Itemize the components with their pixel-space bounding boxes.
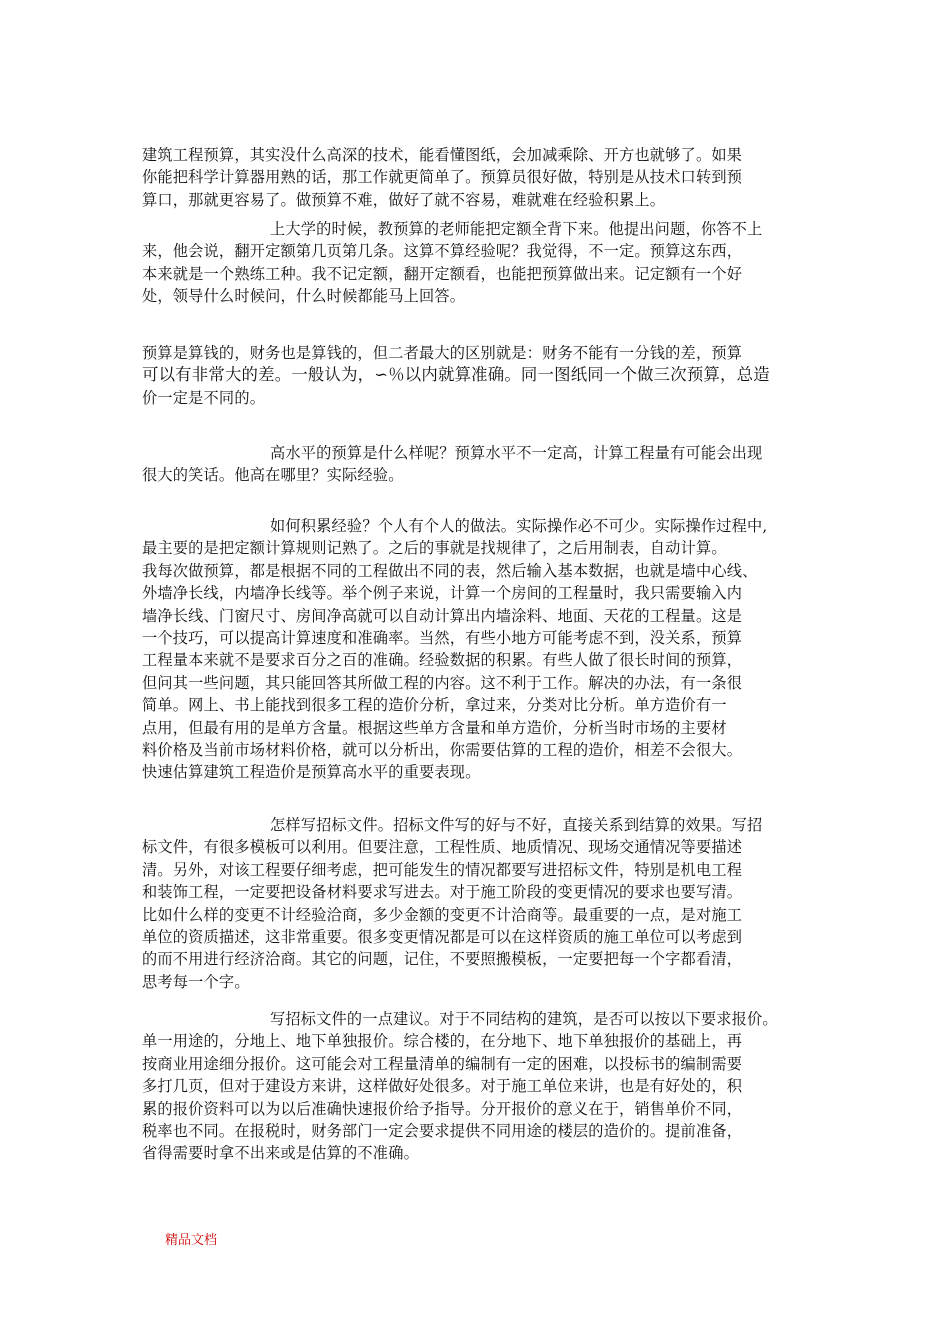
text-line: 如何积累经验？个人有个人的做法。实际操作必不可少。实际操作过程中, xyxy=(270,517,768,535)
paragraph-4 xyxy=(142,442,832,487)
text-line: 按商业用途细分报价。这可能会对工程量清单的编制有一定的困难，以投标书的编制需要 xyxy=(142,1054,743,1073)
text-line: 高水平的预算是什么样呢？预算水平不一定高，计算工程量有可能会出现 xyxy=(270,444,763,462)
text-line: 快速估算建筑工程造价是预算高水平的重要表现。 xyxy=(142,763,481,782)
paragraph-6 xyxy=(142,814,832,993)
text-line: 价一定是不同的。 xyxy=(142,388,266,407)
text-line: 很大的笑话。他高在哪里？实际经验。 xyxy=(142,466,404,485)
text-line: 但问其一些问题，其只能回答其所做工程的内容。这不利于工作。解决的办法，有一条很 xyxy=(142,673,743,692)
text-line: 可以有非常大的差。一般认为，∽％以内就算准确。同一图纸同一个做三次预算，总造 xyxy=(142,365,770,385)
text-line: 处，领导什么时候问，什么时候都能马上回答。 xyxy=(142,287,466,306)
text-line: 外墙净长线，内墙净长线等。举个例子来说，计算一个房间的工程量时，我只需要输入内 xyxy=(142,584,743,603)
text-line: 税率也不同。在报税时，财务部门一定会要求提供不同用途的楼层的造价的。提前准备， xyxy=(142,1121,743,1140)
text-line: 简单。网上、书上能找到很多工程的造价分析，拿过来，分类对比分析。单方造价有一 xyxy=(142,696,727,715)
footer-watermark: 精品文档 xyxy=(165,1233,218,1248)
text-line: 清。另外，对该工程要仔细考虑，把可能发生的情况都要写进招标文件，特别是机电工程 xyxy=(142,860,743,879)
paragraph-5 xyxy=(142,515,832,784)
text-line: 我每次做预算，都是根据不同的工程做出不同的表，然后输入基本数据，也就是墙中心线、 xyxy=(142,561,758,580)
text-line: 一个技巧，可以提高计算速度和准确率。当然，有些小地方可能考虑不到，没关系，预算 xyxy=(142,628,743,647)
text-line: 省得需要时拿不出来或是估算的不准确。 xyxy=(142,1144,419,1163)
text-line: 算口，那就更容易了。做预算不难，做好了就不容易，难就难在经验积累上。 xyxy=(142,190,666,209)
text-line: 写招标文件的一点建议。对于不同结构的建筑，是否可以按以下要求报价。 xyxy=(270,1010,778,1028)
text-line: 最主要的是把定额计算规则记熟了。之后的事就是找规律了，之后用制表，自动计算。 xyxy=(142,539,727,558)
text-line: 预算是算钱的，财务也是算钱的，但二者最大的区别就是：财务不能有一分钱的差，预算 xyxy=(142,344,743,362)
text-line: 单一用途的，分地上、地下单独报价。综合楼的，在分地下、地下单独报价的基础上，再 xyxy=(142,1032,743,1051)
text-line: 思考每一个字。 xyxy=(142,972,250,991)
text-line: 怎样写招标文件。招标文件写的好与不好，直接关系到结算的效果。写招 xyxy=(270,816,763,834)
text-line: 你能把科学计算器用熟的话，那工作就更简单了。预算员很好做，特别是从技术口转到预 xyxy=(142,168,743,187)
text-line: 标文件，有很多模板可以利用。但要注意，工程性质、地质情况、现场交通情况等要描述 xyxy=(142,838,743,857)
text-line: 累的报价资料可以为以后准确快速报价给予指导。分开报价的意义在于，销售单价不同， xyxy=(142,1099,743,1118)
text-line: 上大学的时候，教预算的老师能把定额全背下来。他提出问题，你答不上 xyxy=(270,220,763,238)
paragraph-2 xyxy=(142,218,832,308)
paragraph-3 xyxy=(142,342,832,409)
text-line: 比如什么样的变更不计经验洽商，多少金额的变更不计洽商等。最重要的一点，是对施工 xyxy=(142,905,743,924)
text-line: 料价格及当前市场材料价格，就可以分析出，你需要估算的工程的造价，相差不会很大。 xyxy=(142,740,743,759)
text-line: 墙净长线、门窗尺寸、房间净高就可以自动计算出内墙涂料、地面、天花的工程量。这是 xyxy=(142,606,743,625)
paragraph-7 xyxy=(142,1008,832,1165)
text-line: 本来就是一个熟练工种。我不记定额，翻开定额看，也能把预算做出来。记定额有一个好 xyxy=(142,264,743,283)
text-line: 来，他会说，翻开定额第几页第几条。这算不算经验呢？我觉得，不一定。预算这东西， xyxy=(142,242,743,261)
text-line: 和装饰工程，一定要把设备材料要求写进去。对于施工阶段的变更情况的要求也要写清。 xyxy=(142,883,743,902)
text-line: 单位的资质描述，这非常重要。很多变更情况都是可以在这样资质的施工单位可以考虑到 xyxy=(142,927,743,946)
paragraph-1 xyxy=(142,144,832,211)
text-line: 多打几页，但对于建设方来讲，这样做好处很多。对于施工单位来讲，也是有好处的，积 xyxy=(142,1077,743,1096)
text-line: 建筑工程预算，其实没什么高深的技术，能看懂图纸，会加减乘除、开方也就够了。如果 xyxy=(142,146,743,164)
text-line: 的而不用进行经济洽商。其它的问题，记住，不要照搬模板，一定要把每一个字都看清， xyxy=(142,950,743,969)
text-line: 工程量本来就不是要求百分之百的准确。经验数据的积累。有些人做了很长时间的预算， xyxy=(142,651,743,670)
text-line: 点用，但最有用的是单方含量。根据这些单方含量和单方造价，分析当时市场的主要材 xyxy=(142,718,727,737)
